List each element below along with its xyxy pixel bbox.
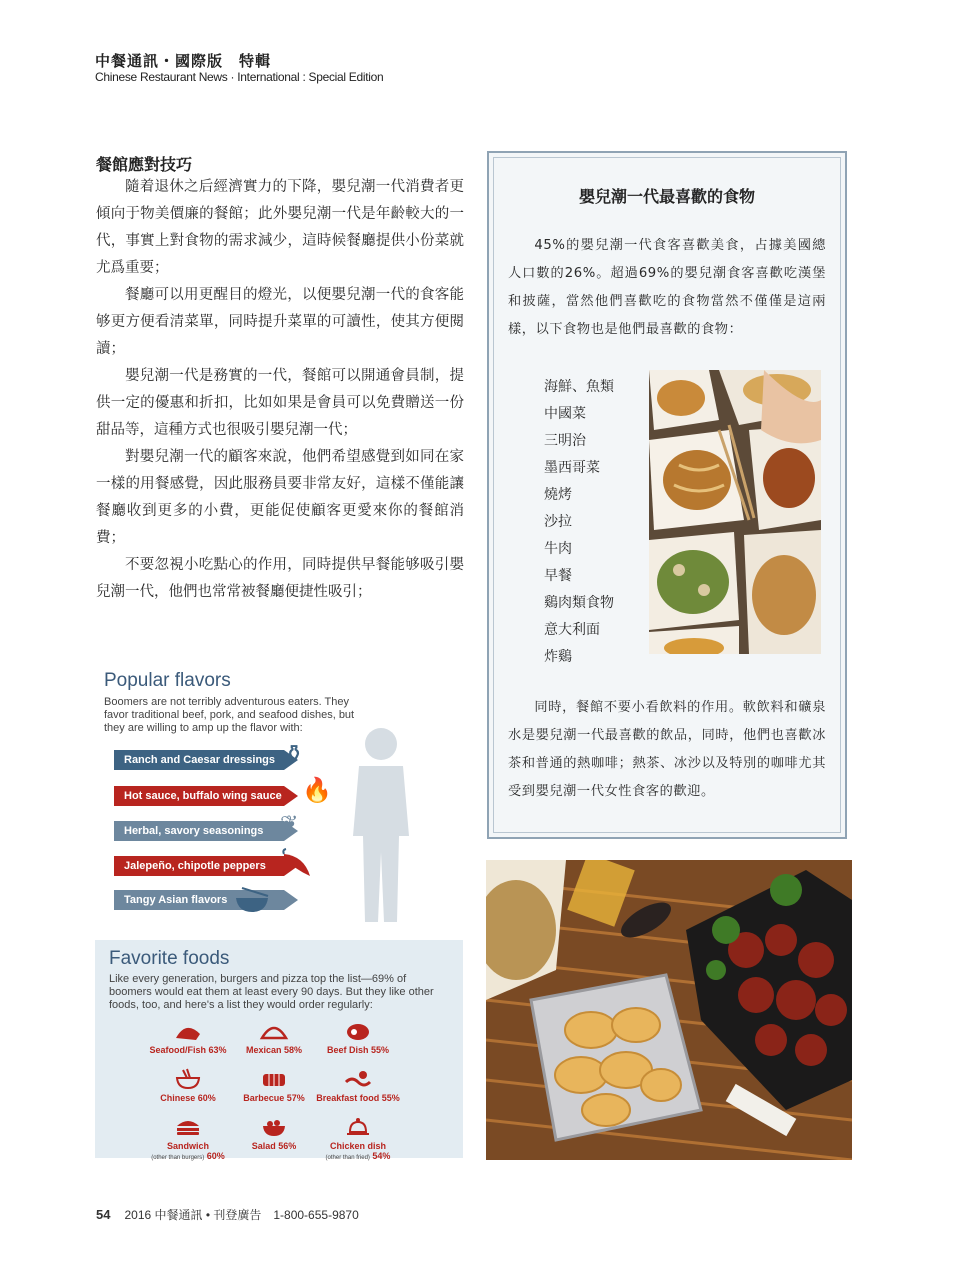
herb-icon: ❦ xyxy=(280,812,299,837)
favorite-food-list xyxy=(544,374,614,671)
asian-bowl-icon xyxy=(232,886,272,914)
footer-text: 2016 中餐通訊 • 刊登廣告 1-800-655-9870 xyxy=(124,1208,359,1222)
popular-flavors-description: Boomers are not terribly adventurous eaters. They favor traditional beef, pork, and seafood dishes, but they are willing to amp up the flavor with: xyxy=(104,696,355,734)
flavor-bar: Herbal, savory seasonings xyxy=(114,821,284,841)
person-silhouette-icon xyxy=(351,724,411,922)
food-stat-mexican: Mexican 58% xyxy=(219,1020,329,1055)
dressing-bottle-icon: ⚱ xyxy=(284,740,305,768)
flavor-bar: Ranch and Caesar dressings xyxy=(114,750,284,770)
article-paragraph: 餐廳可以用更醒目的燈光，以便嬰兒潮一代的食客能够更方便看清菜單，同時提升菜單的可讀性，使其方便閱讀； xyxy=(96,287,464,357)
chicken-icon xyxy=(303,1116,413,1138)
article-paragraph: 嬰兒潮一代是務實的一代，餐館可以開通會員制，提供一定的優惠和折扣，比如如果是會員可以免費贈送一份甜品等，這種方式也很吸引嬰兒潮一代； xyxy=(96,368,464,438)
sidebar-intro: 45%的嬰兒潮一代食客喜歡美食，占據美國總人口數的26%。超過69%的嬰兒潮食客喜歡吃漢堡和披薩，當然他們喜歡吃的食物當然不僅僅是這兩樣，以下食物也是他們最喜歡的食物： xyxy=(508,238,826,337)
favorite-foods-description: Like every generation, burgers and pizza top the list—69% of boomers would eat them at least every 90 days. But they like other foods, too, and here's a list they would order regularly: xyxy=(109,973,434,1011)
food-stat-chicken: Chicken dish (other than fried) 54% xyxy=(303,1116,413,1161)
favorite-foods-infographic xyxy=(95,940,463,1161)
magazine-title-chinese: 中餐通訊・國際版 特輯 xyxy=(95,52,272,70)
takeout-food-photo xyxy=(649,370,821,654)
steak-icon xyxy=(303,1020,413,1042)
popular-flavors-infographic xyxy=(96,662,464,922)
sidebar-title: 嬰兒潮一代最喜歡的食物 xyxy=(578,187,755,206)
list-item: 燒烤 xyxy=(544,487,572,503)
sidebar-closing: 同時，餐館不要小看飲料的作用。軟飲料和礦泉水是嬰兒潮一代最喜歡的飲品，同時，他們也喜歡冰茶和普通的熱咖啡；熱茶、冰沙以及特別的咖啡尤其受到嬰兒潮一代女性食客的歡迎。 xyxy=(508,700,826,799)
popular-flavors-title: Popular flavors xyxy=(104,670,231,691)
food-stat-beef: Beef Dish 55% xyxy=(303,1020,413,1055)
food-stat-sandwich: Sandwich (other than burgers) 60% xyxy=(133,1116,243,1161)
page-footer xyxy=(96,1206,359,1223)
page-number: 54 xyxy=(96,1207,111,1222)
flame-icon: 🔥 xyxy=(302,776,332,804)
list-item: 牛肉 xyxy=(544,541,572,557)
flavor-bar: Hot sauce, buffalo wing sauce xyxy=(114,786,284,806)
article-paragraph: 隨着退休之后經濟實力的下降，嬰兒潮一代消費者更傾向于物美價廉的餐館；此外嬰兒潮一代是年齡較大的一代，事實上對食物的需求減少，這時候餐廳提供小份菜就尤爲重要； xyxy=(96,179,464,276)
food-stat-seafood: Seafood/Fish 63% xyxy=(133,1020,243,1055)
list-item: 鷄肉類食物 xyxy=(544,595,614,611)
flavor-bar: Tangy Asian flavors xyxy=(114,890,284,910)
dumplings-orange-chicken-photo xyxy=(486,860,852,1160)
magazine-title-english: Chinese Restaurant News · International : Special Edition xyxy=(95,70,384,84)
food-stat-salad: Salad 56% xyxy=(219,1116,329,1151)
article-heading: 餐館應對技巧 xyxy=(96,155,193,174)
food-stat-chinese: Chinese 60% xyxy=(133,1068,243,1103)
food-stat-breakfast: Breakfast food 55% xyxy=(303,1068,413,1103)
list-item: 海鮮、魚類 xyxy=(544,379,614,395)
article-paragraph: 不要忽視小吃點心的作用，同時提供早餐能够吸引嬰兒潮一代，他們也常常被餐廳便捷性吸引； xyxy=(96,557,464,600)
flavor-bar: Jalepeño, chipotle peppers xyxy=(114,856,284,876)
list-item: 沙拉 xyxy=(544,514,572,530)
article-paragraph: 對嬰兒潮一代的顧客來說，他們希望感覺到如同在家一樣的用餐感覺，因此服務員要非常友好，這樣不僅能讓餐廳收到更多的小費，更能促使顧客更愛來你的餐館消費； xyxy=(96,449,464,546)
list-item: 炸鷄 xyxy=(544,649,572,665)
list-item: 早餐 xyxy=(544,568,572,584)
article-body xyxy=(96,174,464,606)
favorite-foods-title: Favorite foods xyxy=(109,948,230,969)
chili-pepper-icon xyxy=(280,848,314,878)
list-item: 意大利面 xyxy=(544,622,600,638)
food-stat-barbecue: Barbecue 57% xyxy=(219,1068,329,1103)
list-item: 中國菜 xyxy=(544,406,586,422)
list-item: 墨西哥菜 xyxy=(544,460,600,476)
bacon-egg-icon xyxy=(303,1068,413,1090)
list-item: 三明治 xyxy=(544,433,586,449)
